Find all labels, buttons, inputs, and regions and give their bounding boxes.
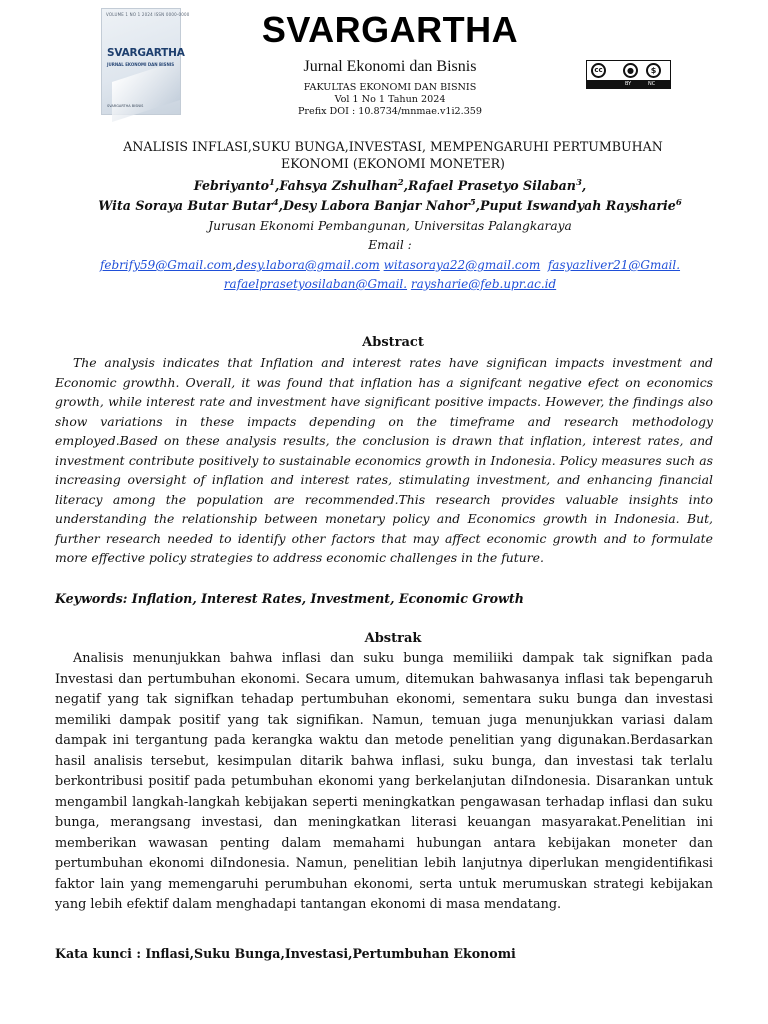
author-name: Puput Iswandyah Raysharie (480, 198, 676, 213)
cc-license-badge (586, 60, 671, 89)
email-line-1: febrify59@Gmail.com,desy.labora@gmail.com witasoraya22@gmail.com fasyazliver21@Gmail. (99, 258, 681, 272)
email-link[interactable]: febrify59@Gmail.com (99, 258, 233, 272)
cover-footer: SVARGARTHA BISNIS (107, 104, 144, 108)
author-name: Fahsya Zshulhan (279, 178, 398, 193)
author-affiliation: Jurusan Ekonomi Pembangunan, Universitas Palangkaraya (208, 219, 572, 233)
by-label: BY (625, 81, 632, 87)
cc-icon: cc (591, 63, 606, 78)
journal-masthead: SVARGARTHA (261, 9, 519, 50)
cover-subtitle: JURNAL EKONOMI DAN BISNIS (107, 62, 175, 67)
paper-title (60, 138, 726, 172)
email-line-2 (40, 275, 740, 294)
paper-title-line-2: EKONOMI (EKONOMI MONETER) (281, 156, 505, 171)
journal-full-name: Jurnal Ekonomi dan Bisnis (303, 58, 477, 75)
author-line-1: Febriyanto$^1$,Fahsya Zshulhan$^2$,Rafael Prasetyo Silaban$^3$, (193, 178, 587, 193)
keywords-english: Keywords: Inflation, Interest Rates, Investment, Economic Growth (55, 591, 524, 606)
volume-info: Vol 1 No 1 Tahun 2024 (334, 94, 446, 105)
cover-graphic (112, 60, 180, 122)
author-line-2: Wita Soraya Butar Butar$^4$,Desy Labora Banjar Nahor$^5$,Puput Iswandyah Raysharie$^6$ (98, 198, 682, 213)
keywords-indonesian: Kata kunci : Inflasi,Suku Bunga,Investasi,Pertumbuhan Ekonomi (55, 946, 516, 961)
nc-dollar-icon: $ (646, 63, 661, 78)
author-name: Rafael Prasetyo Silaban (408, 178, 576, 193)
abstrak-heading: Abstrak (364, 631, 422, 646)
cover-title: SVARGARTHA (107, 47, 185, 59)
abstract-english-text: The analysis indicates that Inflation and interest rates have significan impacts investment and Economic growthh. Overall, it was found that inflation has a signifcant negative efect on economics growth, while interest rate and investment have significant positive impacts. However, the findings also show variations in these impacts depending on the timeframe and research methodology employed.Based on these analysis results, the conclusion is drawn that inflation, interest rates, and investment contribute positively to sustainable economics growth in Indonesia. Policy measures such as increasing oversight of inflation and interest rates, stimulating investment, and enhancing financial literacy among the population are recommended.This research provides valuable insights into understanding the relationship between monetary policy and Economics growth in Indonesia. But, further research needed to identify other factors that may affect economic growth and to formulate more effective policy strategies to address economic challenges in the future. (55, 355, 713, 565)
author-affil-number: 3 (575, 178, 582, 188)
email-link[interactable]: fasyazliver21@Gmail. (547, 258, 681, 272)
author-affil-number: 2 (397, 178, 404, 188)
abstract-english-body (55, 353, 713, 568)
abstract-indonesian-body (55, 649, 713, 916)
abstract-heading: Abstract (362, 335, 424, 350)
faculty-name: FAKULTAS EKONOMI DAN BISNIS (303, 82, 477, 93)
by-person-icon: ● (623, 63, 638, 78)
email-link[interactable]: rafaelprasetyosilaban@Gmail. (223, 277, 408, 291)
author-affil-number: 4 (272, 198, 279, 208)
doi-prefix: Prefix DOI : 10.8734/mnmae.v1i2.359 (297, 106, 483, 117)
email-label: Email : (368, 238, 412, 252)
author-name: Wita Soraya Butar Butar (98, 198, 273, 213)
author-name: Febriyanto (193, 178, 270, 193)
journal-cover-image (101, 8, 190, 115)
email-link[interactable]: witasoraya22@gmail.com (383, 258, 541, 272)
author-name: Desy Labora Banjar Nahor (283, 198, 470, 213)
author-affil-number: 6 (675, 198, 682, 208)
email-link[interactable]: raysharie@feb.upr.ac.id (410, 277, 557, 291)
nc-label: NC (648, 81, 656, 87)
email-link[interactable]: desy.labora@gmail.com (236, 258, 380, 272)
paper-title-line-1: ANALISIS INFLASI,SUKU BUNGA,INVESTASI, MEMPENGARUHI PERTUMBUHAN (123, 139, 663, 154)
abstract-indonesian-text: Analisis menunjukkan bahwa inflasi dan suku bunga memiliiki dampak tak signifkan pada Investasi dan pertumbuhan ekonomi. Secara umum, ditemukan bahwasanya inflasi tak bepengaruh negatif yang tak signifkan tehadap pertumbuhan ekonomi, sementara suku bunga dan investasi memiliki dampak positif yang tak signifikan. Namun, temuan juga menunjukkan variasi dalam dampak ini tergantung pada kerangka waktu dan metode penelitian yang digunakan.Berdasarkan hasil analisis tersebut, kesimpulan ditarik bahwa inflasi, suku bunga, dan investasi tak terlalu berkontribusi positif pada petumbuhan ekonomi yang berkelanjutan diIndonesia. Disarankan untuk mengambil langkah-langkah kebijakan seperti meningkatkan pengawasan terhadap inflasi dan suku bunga, merangsang investasi, dan meningkatkan literasi keuangan masyarakat.Penelitian ini memberikan wawasan penting dalam memahami hubungan antara kebijakan moneter dan pertumbuhan ekonomi diIndonesia. Namun, penelitian lebih lanjutnya diperlukan mengidentifikasi faktor lain yang memengaruhi perumbuhan ekonomi, serta untuk merumuskan strategi kebijakan yang lebih efektif dalam menghadapi tantangan ekonomi di masa mendatang. (55, 651, 713, 912)
author-affil-number: 5 (469, 198, 476, 208)
cover-volume-text: VOLUME 1 NO 1 2024 ISSN 0000-0000 (106, 12, 190, 17)
author-affil-number: 1 (269, 178, 275, 188)
